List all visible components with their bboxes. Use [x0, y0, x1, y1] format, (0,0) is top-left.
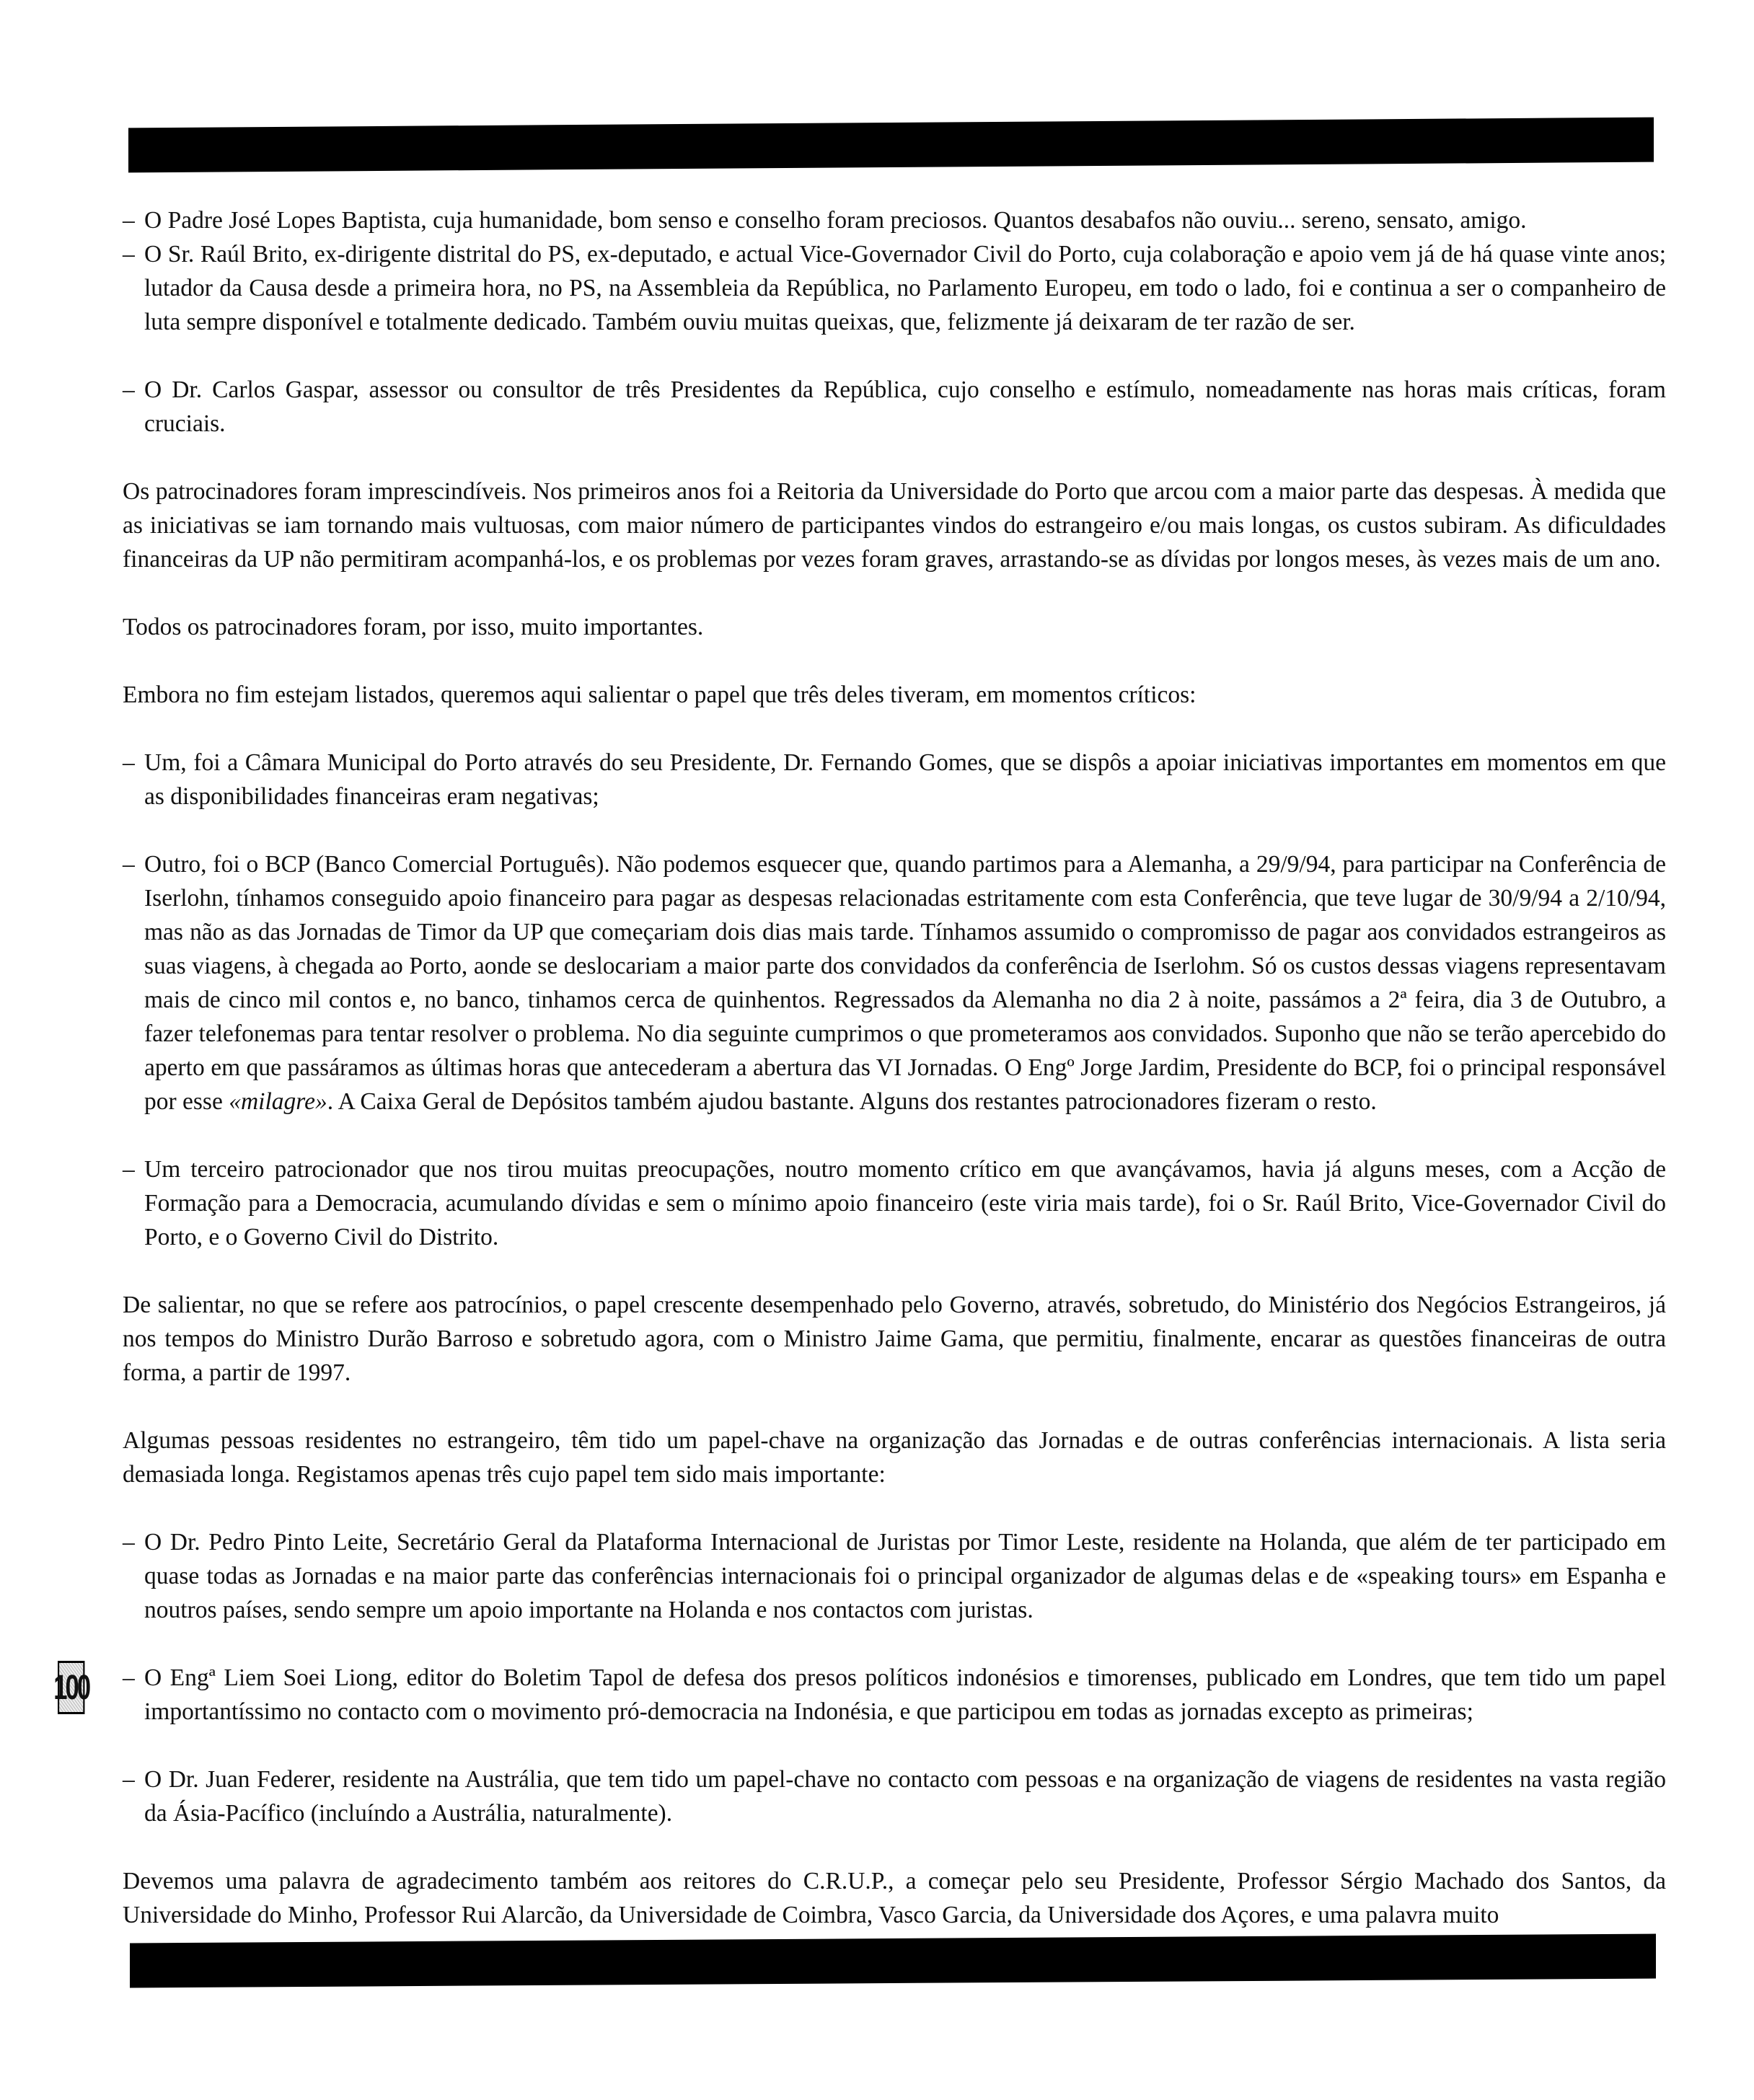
item-text: O Dr. Juan Federer, residente na Austrália, que tem tido um papel-chave no contacto com pessoas e na organização de viagens de residentes na vasta região da Ásia-Pacífico (incluíndo a Austrália, naturalmente).	[144, 1766, 1666, 1827]
paragraph-devemos: Devemos uma palavra de agradecimento também aos reitores do C.R.U.P., a começar pelo seu Presidente, Professor Sérgio Machado dos Santos, da Universidade do Minho, Professor Rui Alarcão, da Universidade de Coimbra, Vasco Garcia, da Universidade dos Açores, e uma palavra muito	[123, 1868, 1666, 1928]
item-text: O Dr. Pedro Pinto Leite, Secretário Geral da Plataforma Internacional de Juristas por Timor Leste, residente na Holanda, que além de ter participado em quase todas as Jornadas e na maior parte das conferências internacionais foi o principal organizador de algumas delas e de «speaking tours» em Espanha e noutros países, sendo sempre um apoio importante na Holanda e nos contactos com juristas.	[144, 1529, 1666, 1623]
list-item-camara-municipal	[123, 746, 1666, 813]
footer-black-bar	[130, 1934, 1656, 1988]
item-text: O Sr. Raúl Brito, ex-dirigente distrital do PS, ex-deputado, e actual Vice-Governador Civil do Porto, cuja colaboração e apoio vem já de há quase vinte anos; lutador da Causa desde a primeira hora, no PS, na Assembleia da República, no Parlamento Europeu, em todo o lado, foi e continua a ser o companheiro de luta sempre disponível e totalmente dedicado. Também ouviu muitas queixas, que, felizmente já deixaram de ter razão de ser.	[144, 241, 1666, 335]
dash-bullet: –	[123, 241, 135, 268]
paragraph-algumas-pessoas: Algumas pessoas residentes no estrangeiro, têm tido um papel-chave na organização das Jornadas e de outras conferências internacionais. A lista seria demasiada longa. Registamos apenas três cujo papel tem sido mais importante:	[123, 1427, 1666, 1488]
header-black-bar	[128, 118, 1654, 173]
dash-bullet: –	[123, 1766, 135, 1793]
list-item-liem-soei-liong	[123, 1661, 1666, 1729]
page-body	[123, 203, 1666, 1932]
list-item-raul-brito	[123, 237, 1666, 339]
dash-bullet: –	[123, 1664, 135, 1691]
item-text: O Padre José Lopes Baptista, cuja humanidade, bom senso e conselho foram preciosos. Quantos desabafos não ouviu... sereno, sensato, amigo.	[144, 207, 1527, 234]
list-item-padre-jose	[123, 203, 1666, 237]
list-item-carlos-gaspar	[123, 373, 1666, 441]
list-item-bcp	[123, 847, 1666, 1119]
item-text: Um, foi a Câmara Municipal do Porto através do seu Presidente, Dr. Fernando Gomes, que se dispôs a apoiar iniciativas importantes em momentos em que as disponibilidades financeiras eram negativas;	[144, 749, 1666, 810]
item-text: Um terceiro patrocionador que nos tirou muitas preocupações, noutro momento crítico em que avançávamos, havia já alguns meses, com a Acção de Formação para a Democracia, acumulando dívidas e sem o mínimo apoio financeiro (este viria mais tarde), foi o Sr. Raúl Brito, Vice-Governador Civil do Porto, e o Governo Civil do Distrito.	[144, 1156, 1666, 1250]
paragraph-embora: Embora no fim estejam listados, queremos aqui salientar o papel que três deles tiveram, em momentos críticos:	[123, 681, 1196, 708]
list-item-terceiro-patrocinador	[123, 1152, 1666, 1254]
dash-bullet: –	[123, 749, 135, 776]
paragraph-patrocinadores: Os patrocinadores foram imprescindíveis. Nos primeiros anos foi a Reitoria da Universidade do Porto que arcou com a maior parte das despesas. À medida que as iniciativas se iam tornando mais vultuosas, com maior número de participantes vindos do estrangeiro e/ou mais longas, os custos subiram. As dificuldades financeiras da UP não permitiram acompanhá-los, e os problemas por vezes foram graves, arrastando-se as dívidas por longos meses, às vezes mais de um ano.	[123, 478, 1666, 573]
item-text: Outro, foi o BCP (Banco Comercial Português). Não podemos esquecer que, quando partimos para a Alemanha, a 29/9/94, para participar na Conferência de Iserlohn, tínhamos conseguido apoio financeiro para pagar as despesas relacionadas estritamente com esta Conferência, que teve lugar de 30/9/94 a 2/10/94, mas não as das Jornadas de Timor da UP que começariam dois dias mais tarde. Tínhamos assumido o compromisso de pagar aos convidados estrangeiros as suas viagens, à chegada ao Porto, aonde se deslocariam a maior parte dos convidados da conferência de Iserlohm. Só os custos dessas viagens representavam mais de cinco mil contos e, no banco, tinhamos cerca de quinhentos. Regressados da Alemanha no dia 2 à noite, passámos a 2ª feira, dia 3 de Outubro, a fazer telefonemas para tentar resolver o problema. No dia seguinte cumprimos o que prometeramos aos convidados. Suponho que não se terão apercebido do aperto em que passáramos as últimas horas que antecederam a abertura das VI Jornadas. O Engº Jorge Jardim, Presidente do BCP, foi o principal responsável por esse	[144, 851, 1666, 1115]
page-number-badge	[53, 1661, 89, 1714]
page-number-text: 100	[53, 1668, 89, 1707]
dash-bullet: –	[123, 1529, 135, 1556]
dash-bullet: –	[123, 207, 135, 234]
dash-bullet: –	[123, 851, 135, 878]
emphasis-milagre: «milagre»	[229, 1088, 327, 1115]
dash-bullet: –	[123, 376, 135, 403]
paragraph-de-salientar: De salientar, no que se refere aos patrocínios, o papel crescente desempenhado pelo Governo, através, sobretudo, do Ministério dos Negócios Estrangeiros, já nos tempos do Ministro Durão Barroso e sobretudo agora, com o Ministro Jaime Gama, que permitiu, finalmente, encarar as questões financeiras de outra forma, a partir de 1997.	[123, 1292, 1666, 1386]
list-item-juan-federer	[123, 1762, 1666, 1830]
paragraph-todos-patrocinadores: Todos os patrocinadores foram, por isso, muito importantes.	[123, 614, 704, 640]
item-text: . A Caixa Geral de Depósitos também ajudou bastante. Alguns dos restantes patrocionadores fizeram o resto.	[327, 1088, 1377, 1115]
list-item-pedro-pinto-leite	[123, 1525, 1666, 1627]
item-text: O Dr. Carlos Gaspar, assessor ou consultor de três Presidentes da República, cujo conselho e estímulo, nomeadamente nas horas mais críticas, foram cruciais.	[144, 376, 1666, 437]
dash-bullet: –	[123, 1156, 135, 1183]
item-text: O Engª Liem Soei Liong, editor do Boletim Tapol de defesa dos presos políticos indonésios e timorenses, publicado em Londres, que tem tido um papel importantíssimo no contacto com o movimento pró-democracia na Indonésia, e que participou em todas as jornadas excepto as primeiras;	[144, 1664, 1666, 1725]
